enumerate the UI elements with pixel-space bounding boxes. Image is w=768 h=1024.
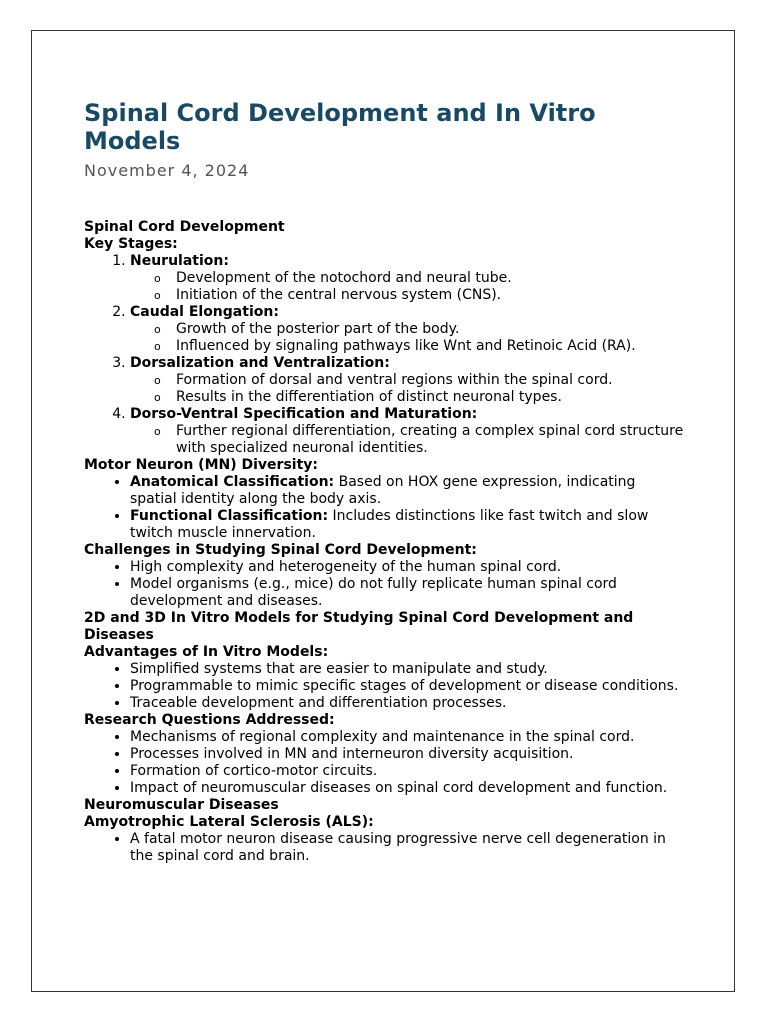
subsection-heading: Research Questions Addressed: [84, 712, 335, 728]
subsection-heading: Amyotrophic Lateral Sclerosis (ALS): [84, 814, 374, 830]
stage-sublist [130, 372, 684, 406]
list-item: • Simplified systems that are easier to manipulate and study. [130, 661, 684, 678]
sub-item: o Formation of dorsal and ventral regions within the spinal cord. [130, 372, 684, 389]
document-body [84, 219, 684, 865]
stage-sublist [130, 321, 684, 355]
list-item [130, 508, 684, 542]
subsection-heading: Motor Neuron (MN) Diversity: [84, 457, 318, 473]
stage-sublist [130, 270, 684, 304]
subsection-heading: Key Stages: [84, 236, 178, 252]
list-item [130, 474, 684, 508]
list-item: • Impact of neuromuscular diseases on spinal cord development and function. [130, 780, 684, 797]
stage-name: Dorsalization and Ventralization: [130, 355, 390, 371]
section-heading: 2D and 3D In Vitro Models for Studying Spinal Cord Development and Diseases [84, 610, 634, 643]
sub-item: o Influenced by signaling pathways like Wnt and Retinoic Acid (RA). [130, 338, 684, 355]
list-item: • High complexity and heterogeneity of the human spinal cord. [130, 559, 684, 576]
stage-item [130, 355, 684, 406]
sub-item: o Growth of the posterior part of the body. [130, 321, 684, 338]
stage-item [130, 304, 684, 355]
sub-item: o Development of the notochord and neural tube. [130, 270, 684, 287]
als-list [84, 831, 684, 865]
stage-sublist [130, 423, 684, 457]
list-item: • A fatal motor neuron disease causing progressive nerve cell degeneration in the spinal cord and brain. [130, 831, 684, 865]
page-date: November 4, 2024 [84, 161, 250, 180]
item-bold: Anatomical Classification: [130, 474, 335, 490]
stage-name: Dorso-Ventral Specification and Maturation: [130, 406, 478, 422]
advantages-list [84, 661, 684, 712]
list-item: • Traceable development and differentiation processes. [130, 695, 684, 712]
item-text: Based on HOX gene expression, indicating spatial identity along the body axis. [130, 474, 636, 507]
mn-list [84, 474, 684, 542]
item-bold: Functional Classification: [130, 508, 329, 524]
page-title: Spinal Cord Development and In Vitro Models [84, 99, 596, 155]
sub-item: o Initiation of the central nervous system (CNS). [130, 287, 684, 304]
sub-item: o Results in the differentiation of distinct neuronal types. [130, 389, 684, 406]
section-heading: Spinal Cord Development [84, 219, 285, 235]
sub-item: o Further regional differentiation, creating a complex spinal cord structure with specialized neuronal identities. [130, 423, 684, 457]
page-content [84, 99, 684, 865]
list-item: • Mechanisms of regional complexity and maintenance in the spinal cord. [130, 729, 684, 746]
subsection-heading: Challenges in Studying Spinal Cord Development: [84, 542, 477, 558]
questions-list [84, 729, 684, 797]
challenges-list [84, 559, 684, 610]
stages-list [84, 253, 684, 457]
list-item: • Model organisms (e.g., mice) do not fully replicate human spinal cord development and diseases. [130, 576, 684, 610]
document-page [31, 30, 735, 992]
stage-item [130, 406, 684, 457]
list-item: • Programmable to mimic specific stages of development or disease conditions. [130, 678, 684, 695]
list-item: • Processes involved in MN and interneuron diversity acquisition. [130, 746, 684, 763]
subsection-heading: Advantages of In Vitro Models: [84, 644, 329, 660]
item-text: Includes distinctions like fast twitch and slow twitch muscle innervation. [130, 508, 649, 541]
stage-item [130, 253, 684, 304]
section-heading: Neuromuscular Diseases [84, 797, 279, 813]
stage-name: Caudal Elongation: [130, 304, 279, 320]
stage-name: Neurulation: [130, 253, 229, 269]
list-item: • Formation of cortico-motor circuits. [130, 763, 684, 780]
